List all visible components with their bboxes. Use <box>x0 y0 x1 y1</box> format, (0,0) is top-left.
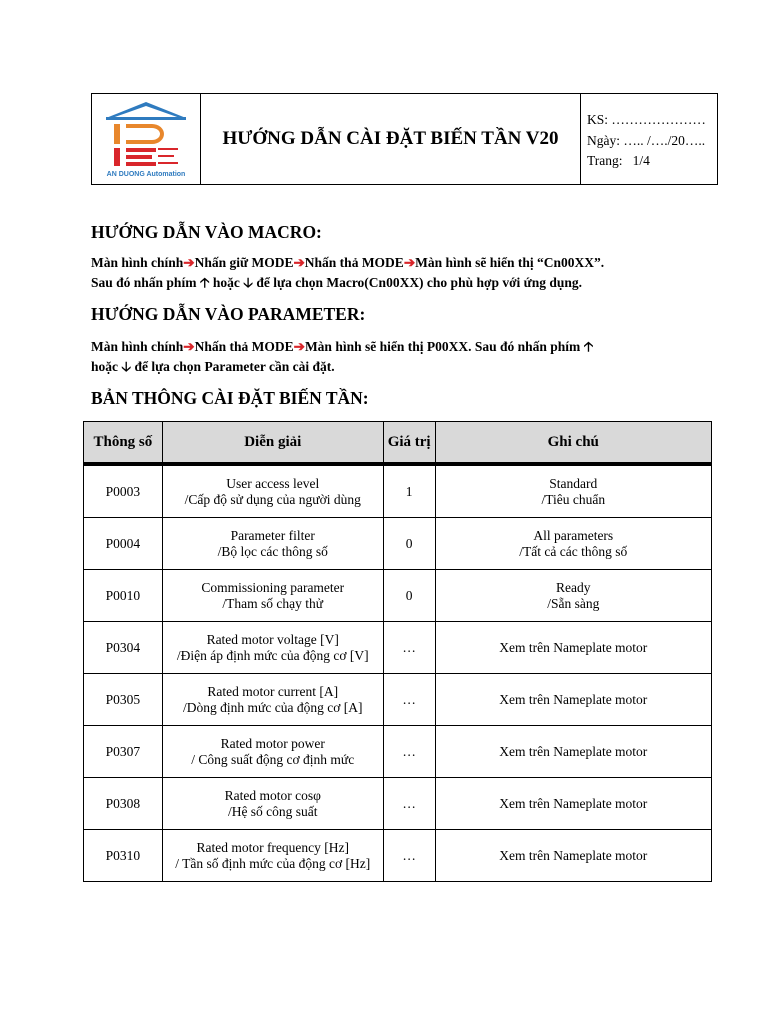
note-line-1: Xem trên Nameplate motor <box>499 743 648 759</box>
description-vi: /Điện áp định mức của động cơ [V] <box>176 647 369 663</box>
description-vi: /Dòng định mức của động cơ [A] <box>183 699 363 715</box>
an-duong-logo-icon <box>100 98 192 180</box>
param-code: P0304 <box>84 622 163 674</box>
note-line-1: All parameters <box>533 527 614 543</box>
arrow-right-icon: ➔ <box>403 255 416 270</box>
parameter-instructions <box>91 337 593 376</box>
description-en: Rated motor frequency [Hz] <box>196 839 350 855</box>
settings-table-heading: BẢN THÔNG CÀI ĐẶT BIẾN TẦN: <box>91 388 369 408</box>
macro-heading: HƯỚNG DẪN VÀO MACRO: <box>91 222 322 242</box>
note-line-1: Xem trên Nameplate motor <box>499 691 648 707</box>
arrow-right-icon: ➔ <box>293 339 305 354</box>
param-value: … <box>383 674 435 726</box>
param-value: … <box>383 778 435 830</box>
description-en: Rated motor voltage [V] <box>206 631 339 647</box>
table-row <box>84 464 712 518</box>
param-value: … <box>383 622 435 674</box>
meta-ks: KS: ………………… <box>587 112 706 127</box>
arrow-right-icon: ➔ <box>183 339 195 354</box>
description-en: Rated motor cosφ <box>224 787 321 803</box>
note-line-1: Xem trên Nameplate motor <box>499 847 648 863</box>
document-meta <box>581 94 717 184</box>
description-en: Commissioning parameter <box>201 579 345 595</box>
parameter-line-2: hoặc 🡣 để lựa chọn Parameter cần cài đặt. <box>91 358 335 374</box>
table-row <box>84 518 712 570</box>
description-vi: /Cấp độ sử dụng của người dùng <box>184 491 361 507</box>
description-vi: / Tần số định mức của động cơ [Hz] <box>175 855 371 871</box>
table-row <box>84 622 712 674</box>
param-value: … <box>383 830 435 882</box>
param-description <box>162 778 383 830</box>
param-note <box>435 674 711 726</box>
description-vi: /Bộ lọc các thông số <box>217 543 328 559</box>
param-note <box>435 570 711 622</box>
settings-table <box>83 421 712 882</box>
param-code: P0307 <box>84 726 163 778</box>
param-description <box>162 674 383 726</box>
param-value: 1 <box>383 464 435 518</box>
note-line-2: /Sẵn sàng <box>547 595 600 611</box>
param-value: 0 <box>383 518 435 570</box>
note-line-1: Standard <box>549 475 598 491</box>
col-header-description: Diễn giải <box>162 422 383 465</box>
document-header <box>91 93 718 185</box>
macro-instructions <box>91 253 604 292</box>
company-logo <box>92 94 201 184</box>
arrow-right-icon: ➔ <box>293 255 305 270</box>
table-row <box>84 570 712 622</box>
param-code: P0308 <box>84 778 163 830</box>
description-en: Rated motor power <box>220 735 325 751</box>
param-description <box>162 622 383 674</box>
meta-date: Ngày: ….. /…./20….. <box>587 132 706 148</box>
table-row <box>84 674 712 726</box>
param-code: P0004 <box>84 518 163 570</box>
param-description <box>162 570 383 622</box>
param-note <box>435 518 711 570</box>
table-row <box>84 726 712 778</box>
param-note <box>435 726 711 778</box>
macro-line-2: Sau đó nhấn phím 🡡 hoặc 🡣 để lựa chọn Macro(Cn00XX) cho phù hợp với ứng dụng. <box>91 274 583 290</box>
note-line-1: Xem trên Nameplate motor <box>499 795 648 811</box>
description-en: Parameter filter <box>230 527 315 543</box>
table-row <box>84 830 712 882</box>
note-line-2: /Tất cả các thông số <box>519 543 628 559</box>
param-description <box>162 518 383 570</box>
arrow-down-icon: 🡣 <box>121 358 132 374</box>
document-title: HƯỚNG DẪN CÀI ĐẶT BIẾN TẦN V20 <box>201 94 581 184</box>
param-code: P0010 <box>84 570 163 622</box>
description-vi: / Công suất động cơ định mức <box>191 751 355 767</box>
description-vi: /Tham số chạy thử <box>222 595 324 611</box>
description-en: User access level <box>226 475 320 491</box>
arrow-right-icon: ➔ <box>183 255 195 270</box>
param-description <box>162 726 383 778</box>
param-value: … <box>383 726 435 778</box>
param-code: P0003 <box>84 464 163 518</box>
param-description <box>162 830 383 882</box>
note-line-2: /Tiêu chuẩn <box>541 491 606 507</box>
arrow-up-icon: 🡡 <box>199 274 210 290</box>
param-code: P0305 <box>84 674 163 726</box>
col-header-param: Thông số <box>84 422 163 465</box>
description-en: Rated motor current [A] <box>207 683 339 699</box>
parameter-heading: HƯỚNG DẪN VÀO PARAMETER: <box>91 304 366 324</box>
param-value: 0 <box>383 570 435 622</box>
param-code: P0310 <box>84 830 163 882</box>
param-description <box>162 464 383 518</box>
note-line-1: Ready <box>556 579 591 595</box>
col-header-value: Giá trị <box>383 422 435 465</box>
param-note <box>435 622 711 674</box>
note-line-1: Xem trên Nameplate motor <box>499 639 648 655</box>
param-note <box>435 830 711 882</box>
meta-page: Trang: 1/4 <box>587 153 650 168</box>
table-row <box>84 778 712 830</box>
parameter-line-1: Màn hình chính➔Nhấn thả MODE➔Màn hình sẽ hiển thị P00XX. Sau đó nhấn phím 🡡 <box>91 339 594 354</box>
arrow-up-icon: 🡡 <box>583 339 594 354</box>
param-note <box>435 778 711 830</box>
description-vi: /Hệ số công suất <box>227 803 318 819</box>
macro-line-1: Màn hình chính➔Nhấn giữ MODE➔Nhấn thả MODE➔Màn hình sẽ hiển thị “Cn00XX”. <box>91 255 605 270</box>
col-header-note: Ghi chú <box>435 422 711 465</box>
param-note <box>435 464 711 518</box>
table-header-row <box>84 422 712 465</box>
svg-text:AN DUONG Automation: AN DUONG Automation <box>106 171 186 178</box>
arrow-down-icon: 🡣 <box>243 274 253 290</box>
